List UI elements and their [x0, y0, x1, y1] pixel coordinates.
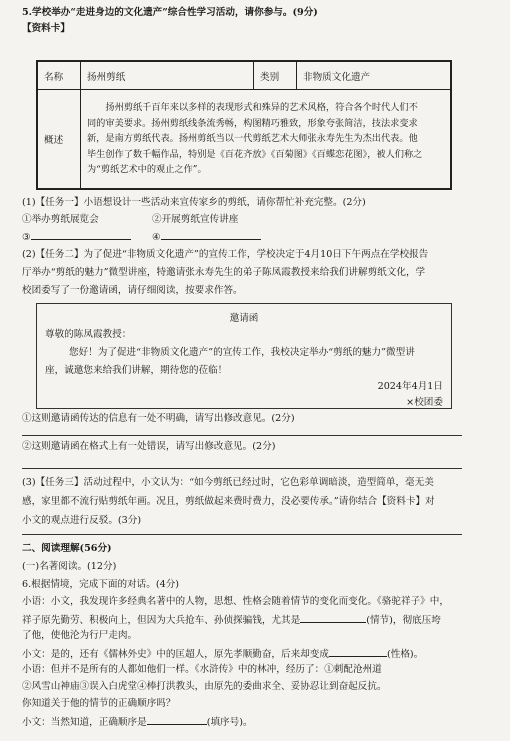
answer-line[interactable]: [22, 435, 462, 436]
dialog-line: 小语：小文，我发现许多经典名著中的人物，思想、性格会随着情节的变化而变化。《骆驼祥子》中，: [22, 596, 449, 607]
task1-options-row1: [22, 213, 498, 226]
dialog-line: [22, 714, 498, 729]
task1-option-2: ②开展剪纸宣传讲座: [152, 214, 239, 225]
dialog-text: (情节)，彻底压垮: [366, 615, 441, 626]
summary-line: 同的审美要求。扬州剪纸线条流秀畅，构图精巧雅致，形象夸张简洁，技法求变求: [87, 117, 418, 129]
summary-text: [81, 90, 451, 189]
letter-salutation: 尊敬的陈凤霞教授：: [45, 329, 132, 340]
task1-option-3: ③: [22, 232, 31, 243]
letter-body: 您好！为了促进“非物质文化遗产”的宣传工作，我校决定举办“剪纸的魅力”微型讲: [69, 347, 415, 358]
answer-blank-plot[interactable]: [300, 612, 366, 623]
category-value: 非物质文化遗产: [297, 62, 451, 90]
answer-line[interactable]: [22, 468, 462, 469]
task3-line: 小文的观点进行反驳。(3分): [22, 515, 142, 526]
answer-blank-order[interactable]: [147, 714, 207, 725]
letter-signer: ×校团委: [406, 397, 443, 408]
task2-line: 校团委写了一份邀请函，请仔细阅读，按要求作答。: [22, 285, 243, 296]
task2-line: 厅举办“剪纸的魅力”微型讲座，特邀请张永寿先生的弟子陈凤霞教授来给我们讲解剪纸文化，学: [22, 267, 426, 278]
summary-label: 概述: [38, 90, 81, 189]
name-label: 名称: [38, 62, 81, 90]
dialog-text: 小文：当然知道，正确顺序是: [22, 717, 147, 728]
category-label: 类别: [254, 62, 297, 90]
answer-blank-4[interactable]: [161, 229, 261, 240]
task1-option-4: ④: [152, 232, 161, 243]
letter-date: 2024年4月1日: [377, 381, 443, 392]
summary-line: 为“剪纸艺术中的观止之作”。: [87, 164, 207, 176]
task2-question-a: ①这则邀请函传达的信息有一处不明确，请写出修改意见。(2分): [22, 413, 295, 424]
summary-line: 扬州剪纸千百年来以多样的表现形式和殊异的艺术风格，符合各个时代人们不: [105, 102, 418, 114]
task3-line: 感，家里都不流行贴剪纸年画。况且，剪纸做起来费时费力，没必要传承。”请你结合【资料卡】对: [22, 496, 435, 507]
task1-option-1: ①举办剪纸展览会: [22, 214, 99, 225]
task2-line: (2)【任务二】为了促进“非物质文化遗产”的宣传工作，学校决定于4月10日下午两点在学校报告: [22, 249, 429, 260]
q6-prompt: 6.根据情境，完成下面的对话。(4分): [22, 579, 180, 590]
dialog-text: (填序号)。: [206, 717, 253, 728]
task1-options-row2: [22, 229, 498, 244]
dialog-line: 你知道关于他的情节的正确顺序吗？: [22, 698, 176, 709]
dialog-text: 小文：是的，还有《儒林外史》中的匡超人，原先孝顺勤奋，后来却变成: [22, 649, 329, 660]
answer-blank-character[interactable]: [329, 646, 387, 657]
dialog-line: 了他，使他沦为行尸走肉。: [22, 630, 138, 641]
task2-question-b: ②这则邀请函在格式上有一处错误，请写出修改意见。(2分): [22, 441, 276, 452]
task3-line: (3)【任务三】活动过程中，小文认为：“如今剪纸已经过时，它色彩单调暗淡，造型简单，毫无美: [22, 477, 434, 488]
task1-option-4-wrap: [152, 229, 261, 244]
dialog-line: ②风雪山神庙③误入白虎堂④棒打洪教头，由原先的委曲求全、妥协忍让到奋起反抗。: [22, 681, 387, 692]
q5-title: 5.学校举办“走进身边的文化遗产”综合性学习活动，请你参与。(9分): [22, 7, 318, 18]
dialog-line: [22, 646, 498, 661]
letter-body: 座，诚邀您来给我们讲解，期待您的莅临！: [45, 365, 228, 376]
section2-heading: 二、阅读理解(56分): [22, 543, 112, 554]
dialog-line: [22, 612, 498, 627]
dialog-text: (性格)。: [387, 649, 424, 660]
answer-line[interactable]: [22, 534, 462, 535]
card-label: 【资料卡】: [22, 23, 70, 34]
answer-blank-3[interactable]: [31, 229, 131, 240]
summary-line: 毕生创作了数千幅作品，特别是《百花齐放》《百菊图》《百蝶恋花图》，被人们称之: [87, 148, 423, 160]
dialog-line: 小语：但并不是所有的人都如他们一样。《水浒传》中的林冲，经历了：①刺配沧州道: [22, 664, 382, 675]
task1-prompt: (1)【任务一】小语想设计一些活动来宣传家乡的剪纸，请你帮忙补充完整。(2分): [22, 197, 366, 208]
info-card: [36, 60, 452, 190]
name-value: 扬州剪纸: [81, 62, 254, 90]
summary-line: 新，是南方剪纸代表。扬州剪纸当以一代剪纸艺术大师张永寿先生为杰出代表。他: [87, 133, 418, 145]
dialog-text: 祥子原先勤劳、积极向上，但因为大兵抢车、孙侦探骗钱，尤其是: [22, 615, 301, 626]
invitation-letter: [36, 303, 452, 409]
subsection-heading: (一)名著阅读。(12分): [22, 561, 117, 572]
letter-title: 邀请函: [229, 313, 259, 324]
